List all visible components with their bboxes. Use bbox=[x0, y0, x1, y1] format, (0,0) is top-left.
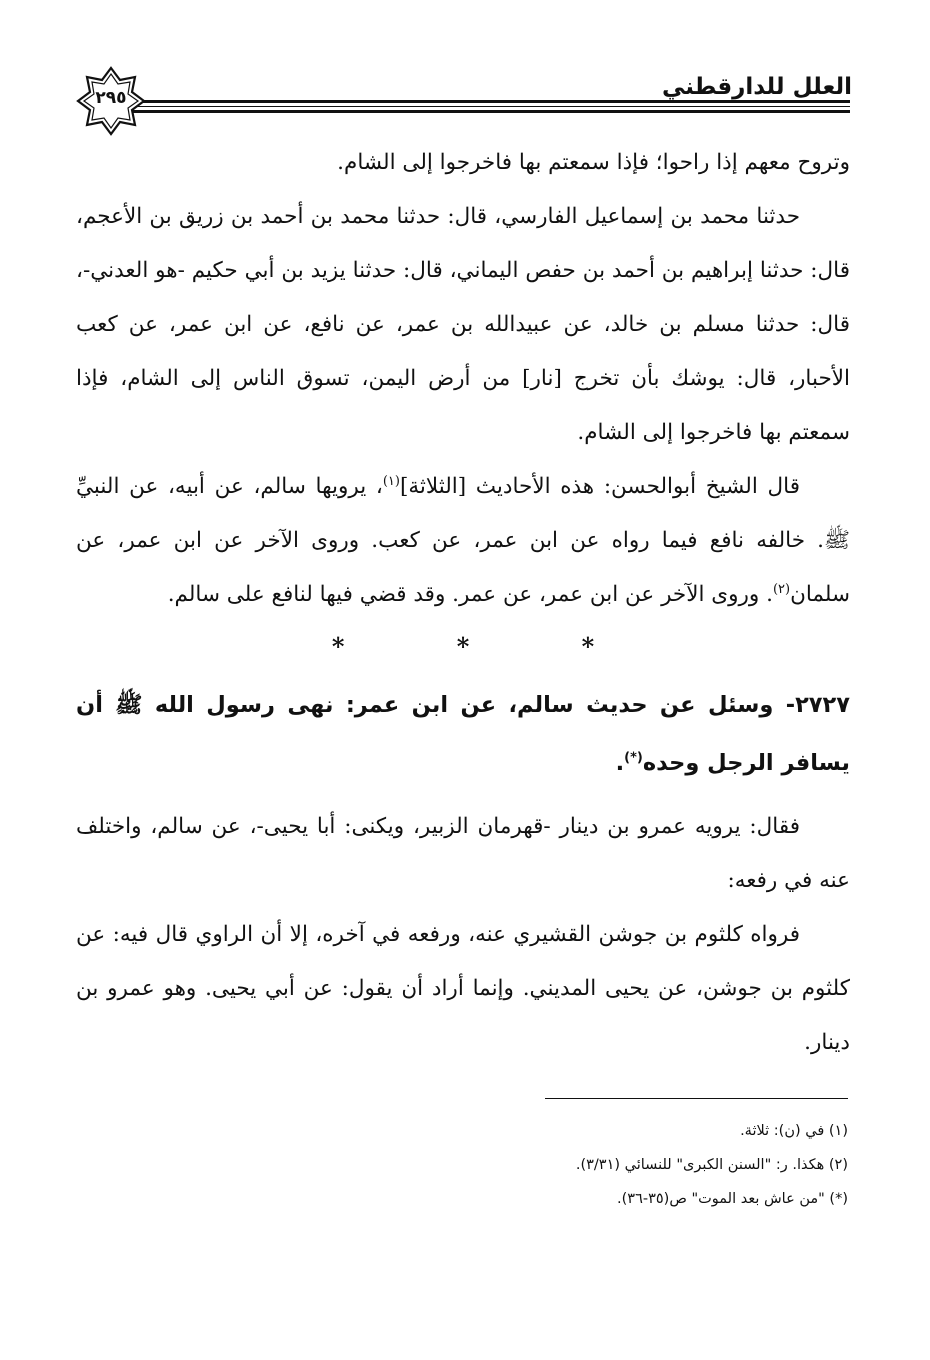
text-run: قال الشيخ أبوالحسن: هذه الأحاديث [الثلاثة] bbox=[399, 474, 800, 499]
heading-text: ٢٧٢٧- وسئل عن حديث سالم، عن ابن عمر: نهى رسول الله ﷺ أن يسافر الرجل وحده bbox=[76, 692, 850, 776]
paragraph bbox=[76, 460, 850, 622]
paragraph: فرواه كلثوم بن جوشن القشيري عنه، ورفعه في آخره، إلا أن الراوي قال فيه: عن كلثوم بن جوشن، عن يحيى المديني. وإنما أراد أن يقول: عن أبي يحيى. وهو عمرو بن دينار. bbox=[76, 922, 850, 1055]
footnote-ref[interactable]: (٢) bbox=[772, 581, 791, 597]
footnote-ref[interactable]: (١) bbox=[382, 473, 400, 489]
header-rule bbox=[128, 110, 850, 113]
paragraph: فقال: يرويه عمرو بن دينار -قهرمان الزبير، ويكنى: أبا يحيى-، عن سالم، واختلف عنه في رفعه: bbox=[76, 814, 850, 893]
footnote: (٢) هكذا. ر: "السنن الكبرى" للنسائي (٣/٣١). bbox=[575, 1157, 848, 1173]
main-text bbox=[76, 136, 850, 1070]
page-number: ٢٩٥ bbox=[95, 88, 127, 108]
book-title: العلل للدارقطني bbox=[662, 74, 852, 100]
section-separator: * * * bbox=[331, 632, 647, 661]
text-run: ، يرويها سالم، عن أبيه، عن النبيِّ ﷺ. خالفه نافع فيما رواه عن ابن عمر، عن كعب. وروى الآخر عن ابن عمر، عن سلمان bbox=[76, 474, 850, 607]
text-run: . وروى الآخر عن ابن عمر، عن عمر. وقد قضي فيها لنافع على سالم. bbox=[167, 582, 773, 607]
paragraph: وتروح معهم إذا راحوا؛ فإذا سمعتم بها فاخرجوا إلى الشام. bbox=[337, 150, 850, 175]
footnote: (١) في (ن): ثلاثة. bbox=[740, 1123, 848, 1139]
footnotes bbox=[148, 1114, 848, 1216]
header-rule bbox=[128, 106, 850, 107]
entry-heading bbox=[76, 676, 850, 792]
paragraph: حدثنا محمد بن إسماعيل الفارسي، قال: حدثنا محمد بن أحمد بن زريق بن الأعجم، قال: حدثنا إبراهيم بن أحمد بن حفص اليماني، قال: حدثنا يزيد بن أبي حكيم -هو العدني-، قال: حدثنا مسلم بن خالد، عن عبيدالله بن عمر، عن نافع، عن ابن عمر، عن كعب الأحبار، قال: يوشك بأن تخرج [نار] من أرض اليمن، تسوق الناس إلى الشام، فإذا سمعتم بها فاخرجوا إلى الشام. bbox=[76, 204, 850, 445]
footnote-rule bbox=[545, 1098, 848, 1099]
footnote-ref[interactable]: (*) bbox=[624, 750, 643, 766]
footnote: (*) "من عاش بعد الموت" ص(٣٥-٣٦). bbox=[617, 1191, 848, 1207]
page-number-badge bbox=[76, 66, 146, 136]
heading-end: . bbox=[615, 750, 625, 776]
header-rule bbox=[128, 100, 850, 103]
